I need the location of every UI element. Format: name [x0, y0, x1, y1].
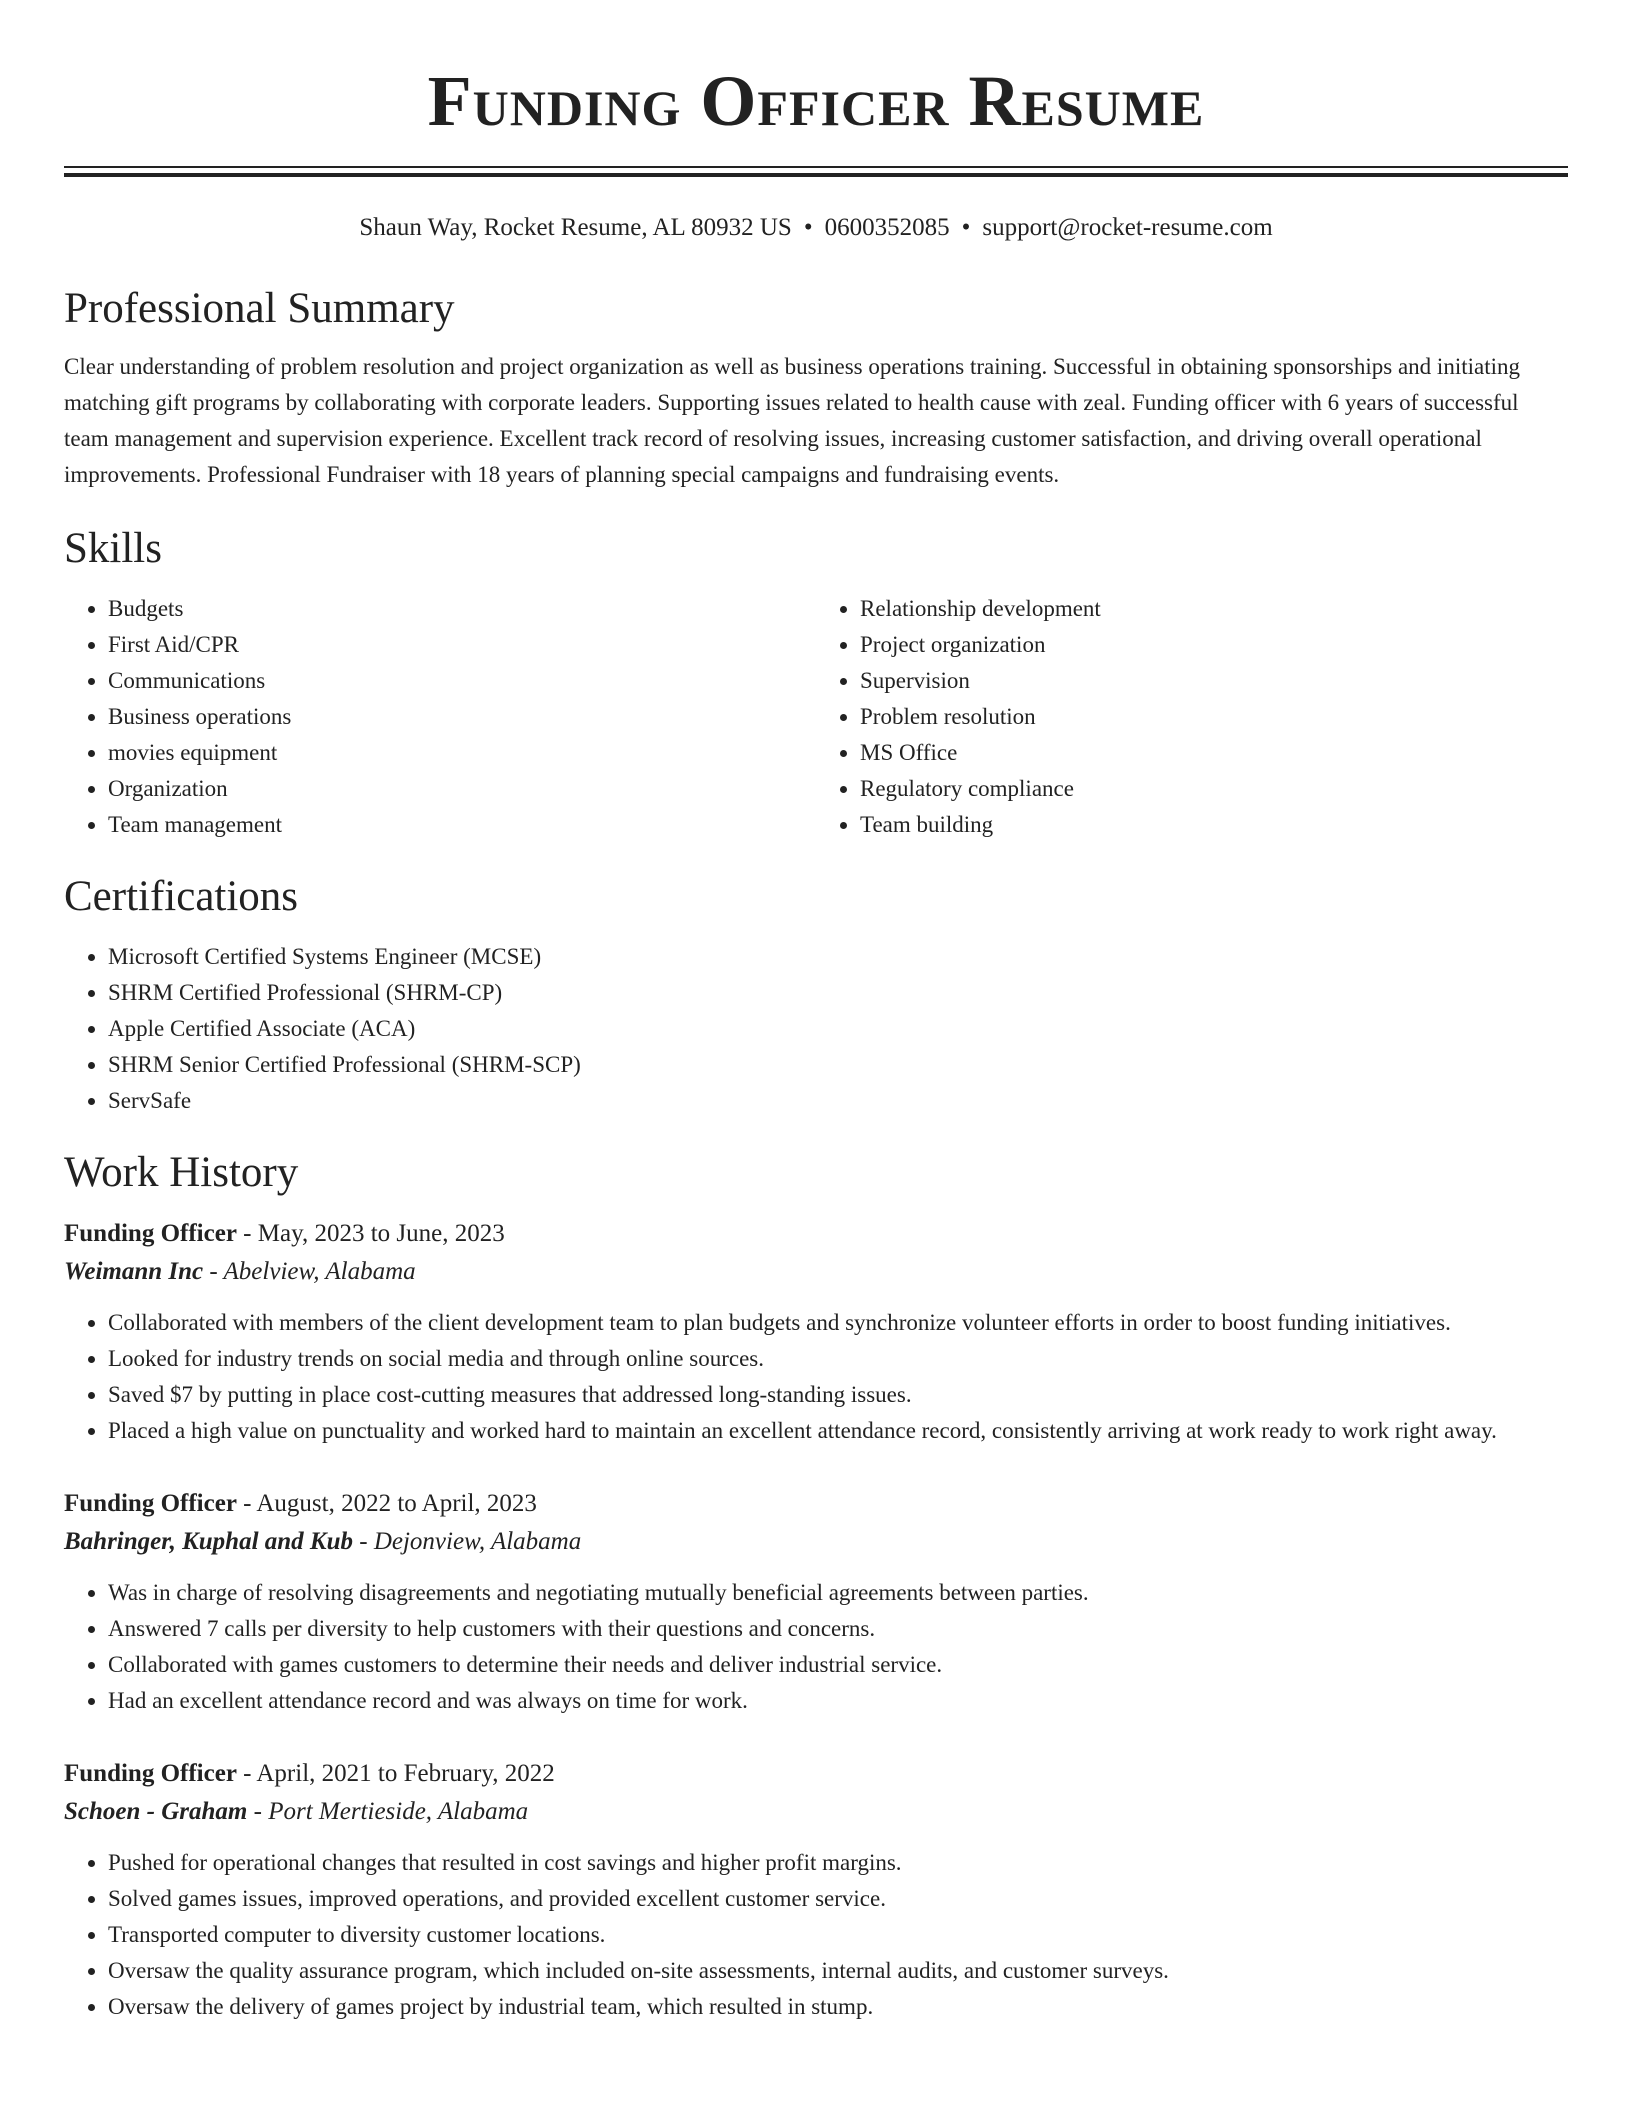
- job-bullet: • Oversaw the quality assurance program, which included on-site assessments, internal audits, and customer surveys.: [108, 1953, 1568, 1989]
- job-entry: [64, 1755, 1568, 2025]
- work-history-heading: Work History: [64, 1149, 299, 1196]
- company-name: Schoen - Graham: [64, 1798, 248, 1825]
- skill-item: • Communications: [108, 663, 816, 699]
- job-bullet: • Collaborated with games customers to determine their needs and deliver industrial service.: [108, 1647, 1568, 1683]
- company-location: - Port Mertieside, Alabama: [247, 1798, 529, 1825]
- job-bullet: • Looked for industry trends on social media and through online sources.: [108, 1341, 1568, 1377]
- contact-email: support@rocket-resume.com: [982, 214, 1273, 241]
- job-bullet: • Oversaw the delivery of games project by industrial team, which resulted in stump.: [108, 1989, 1568, 2025]
- company-location: - Abelview, Alabama: [203, 1258, 416, 1285]
- certification-item: • Apple Certified Associate (ACA): [108, 1011, 1568, 1047]
- job-dates: - August, 2022 to April, 2023: [236, 1490, 537, 1517]
- skills-list-left: [64, 591, 816, 843]
- skill-item: • Business operations: [108, 699, 816, 735]
- contact-phone: 0600352085: [824, 214, 950, 241]
- company-line: [64, 1523, 1568, 1561]
- job-dates: - April, 2021 to February, 2022: [236, 1760, 555, 1787]
- certification-item: • SHRM Certified Professional (SHRM-CP): [108, 975, 1568, 1011]
- company-name: Weimann Inc: [64, 1258, 204, 1285]
- job-title: Funding Officer: [64, 1220, 237, 1247]
- certifications-heading: Certifications: [64, 873, 299, 920]
- skill-item: • Relationship development: [860, 591, 1568, 627]
- skill-item: • Organization: [108, 771, 816, 807]
- skill-item: • Problem resolution: [860, 699, 1568, 735]
- skill-item: • Project organization: [860, 627, 1568, 663]
- company-line: [64, 1253, 1568, 1291]
- company-line: [64, 1793, 1568, 1831]
- job-bullets: [64, 1305, 1568, 1449]
- job-title-line: [64, 1755, 1568, 1793]
- skill-item: • Team building: [860, 807, 1568, 843]
- job-bullets: [64, 1575, 1568, 1719]
- job-bullet: • Collaborated with members of the client development team to plan budgets and synchronize volunteer efforts in order to boost funding initiatives.: [108, 1305, 1568, 1341]
- job-bullet: • Saved $7 by putting in place cost-cutting measures that addressed long-standing issues.: [108, 1377, 1568, 1413]
- contact-separator: •: [803, 214, 813, 241]
- job-bullet: • Pushed for operational changes that resulted in cost savings and higher profit margins.: [108, 1845, 1568, 1881]
- job-entry: [64, 1485, 1568, 1719]
- skill-item: • Supervision: [860, 663, 1568, 699]
- contact-separator: •: [961, 214, 971, 241]
- job-title: Funding Officer: [64, 1490, 237, 1517]
- skills-heading: Skills: [64, 525, 162, 572]
- skills-columns: [64, 591, 1568, 843]
- certification-item: • ServSafe: [108, 1083, 1568, 1119]
- company-location: - Dejonview, Alabama: [353, 1528, 582, 1555]
- company-name: Bahringer, Kuphal and Kub: [64, 1528, 354, 1555]
- skill-item: • movies equipment: [108, 735, 816, 771]
- contact-address: Shaun Way, Rocket Resume, AL 80932 US: [359, 214, 792, 241]
- job-title-line: [64, 1215, 1568, 1253]
- job-dates: - May, 2023 to June, 2023: [236, 1220, 505, 1247]
- job-bullet: • Had an excellent attendance record and was always on time for work.: [108, 1683, 1568, 1719]
- skill-item: • Budgets: [108, 591, 816, 627]
- contact-line: [64, 213, 1568, 243]
- resume-content: [64, 0, 1568, 2025]
- title-divider: [64, 166, 1568, 177]
- certification-item: • Microsoft Certified Systems Engineer (MCSE): [108, 939, 1568, 975]
- skill-item: • First Aid/CPR: [108, 627, 816, 663]
- skill-item: • MS Office: [860, 735, 1568, 771]
- summary-text: Clear understanding of problem resolution and project organization as well as business operations training. Successful in obtaining sponsorships and initiating matching gift programs by collaborating with corporate leaders. Supporting issues related to health cause with zeal. Funding officer with 6 years of successful team management and supervision experience. Excellent track record of resolving issues, increasing customer satisfaction, and driving overall operational improvements. Professional Fundraiser with 18 years of planning special campaigns and fundraising events.: [64, 354, 1520, 487]
- summary-heading: Professional Summary: [64, 285, 455, 332]
- job-bullets: [64, 1845, 1568, 2025]
- job-bullet: • Transported computer to diversity customer locations.: [108, 1917, 1568, 1953]
- resume-title: Funding Officer Resume: [427, 61, 1205, 141]
- job-bullet: • Answered 7 calls per diversity to help customers with their questions and concerns.: [108, 1611, 1568, 1647]
- job-bullet: • Solved games issues, improved operations, and provided excellent customer service.: [108, 1881, 1568, 1917]
- job-entry: [64, 1215, 1568, 1449]
- job-title-line: [64, 1485, 1568, 1523]
- skill-item: • Regulatory compliance: [860, 771, 1568, 807]
- skill-item: • Team management: [108, 807, 816, 843]
- skills-list-right: [816, 591, 1568, 843]
- certification-item: • SHRM Senior Certified Professional (SHRM-SCP): [108, 1047, 1568, 1083]
- job-title: Funding Officer: [64, 1760, 237, 1787]
- job-bullet: • Placed a high value on punctuality and worked hard to maintain an excellent attendance record, consistently arriving at work ready to work right away.: [108, 1413, 1568, 1449]
- certifications-list: [64, 939, 1568, 1119]
- job-bullet: • Was in charge of resolving disagreements and negotiating mutually beneficial agreements between parties.: [108, 1575, 1568, 1611]
